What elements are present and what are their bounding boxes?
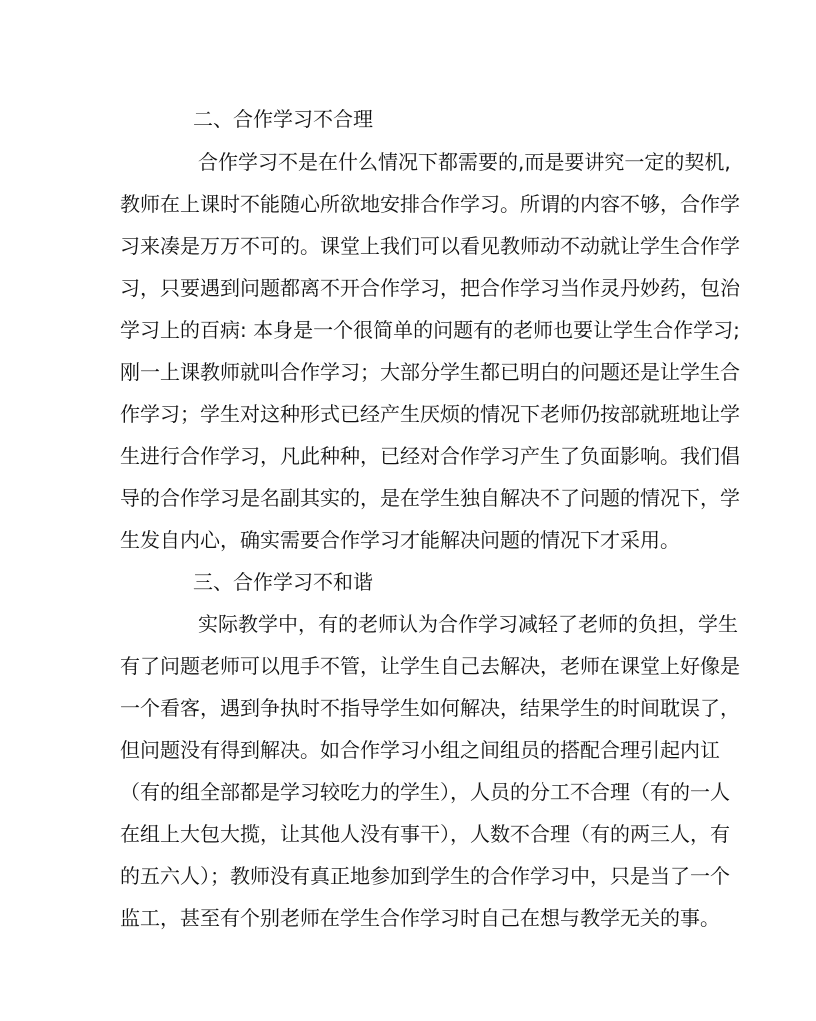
paragraph-line: 教师在上课时不能随心所欲地安排合作学习。所谓的内容不够，合作学 bbox=[120, 192, 740, 216]
paragraph-line: 但问题没有得到解决。如合作学习小组之间组员的搭配合理引起内讧 bbox=[120, 738, 720, 762]
paragraph-line: 生发自内心，确实需要合作学习才能解决问题的情况下才采用。 bbox=[120, 528, 680, 552]
paragraph-line: （有的组全部都是学习较吃力的学生），人员的分工不合理（有的一人 bbox=[120, 780, 730, 804]
paragraph-line: 合作学习不是在什么情况下都需要的,而是要讲究一定的契机, bbox=[198, 150, 731, 174]
section-heading-2: 二、合作学习不合理 bbox=[193, 107, 373, 131]
paragraph-line: 学习上的百病: 本身是一个很简单的问题有的老师也要让学生合作学习; bbox=[120, 318, 740, 342]
paragraph-line: 刚一上课教师就叫合作学习；大部分学生都已明白的问题还是让学生合 bbox=[120, 360, 740, 384]
section-heading-3: 三、合作学习不和谐 bbox=[193, 570, 373, 594]
paragraph-line: 监工，甚至有个别老师在学生合作学习时自己在想与教学无关的事。 bbox=[120, 906, 720, 930]
paragraph-line: 作学习；学生对这种形式已经产生厌烦的情况下老师仍按部就班地让学 bbox=[120, 402, 740, 426]
paragraph-line: 实际教学中，有的老师认为合作学习减轻了老师的负担，学生 bbox=[198, 612, 738, 636]
paragraph-line: 导的合作学习是名副其实的，是在学生独自解决不了问题的情况下，学 bbox=[120, 486, 740, 510]
paragraph-line: 在组上大包大揽，让其他人没有事干），人数不合理（有的两三人，有 bbox=[120, 822, 730, 846]
paragraph-line: 有了问题老师可以甩手不管，让学生自己去解决，老师在课堂上好像是 bbox=[120, 654, 740, 678]
paragraph-line: 习，只要遇到问题都离不开合作学习，把合作学习当作灵丹妙药，包治 bbox=[120, 276, 740, 300]
paragraph-line: 一个看客，遇到争执时不指导学生如何解决，结果学生的时间耽误了， bbox=[120, 696, 740, 720]
paragraph-line: 生进行合作学习，凡此种种，已经对合作学习产生了负面影响。我们倡 bbox=[120, 444, 740, 468]
paragraph-line: 的五六人）；教师没有真正地参加到学生的合作学习中，只是当了一个 bbox=[120, 864, 730, 888]
paragraph-line: 习来凑是万万不可的。课堂上我们可以看见教师动不动就让学生合作学 bbox=[120, 234, 740, 258]
